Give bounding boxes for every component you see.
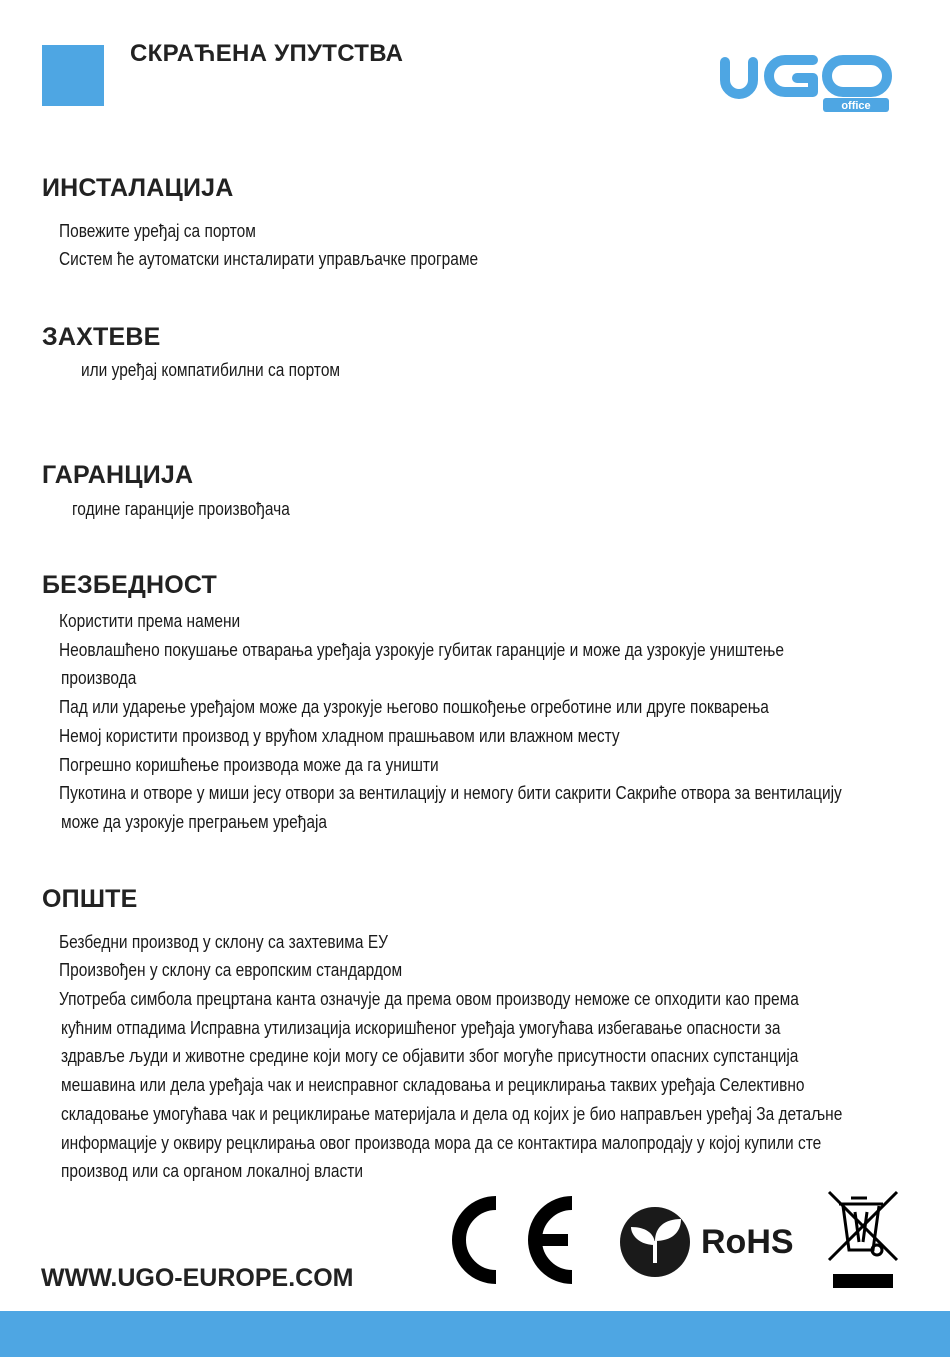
general-line: складовање умогућава чак и рециклирање материјала и дела од којих је био направљен уређај За детаљне [61, 1104, 843, 1124]
installation-line: Систем ће аутоматски инсталирати управљачке програме [59, 249, 479, 269]
brand-square [42, 45, 104, 106]
safety-line: Пукотина и отворе у миши јесу отвори за вентилацију и немогу бити сакрити Сакриће отвора за вентилацију [59, 783, 842, 803]
website-url: WWW.UGO-EUROPE.COM [41, 1264, 354, 1292]
requirements-line: или уређај компатибилни са портом [81, 360, 341, 380]
general-line: здравље људи и животне средине који могу се објавити због могуће присутности опасних супстанција [61, 1046, 799, 1066]
general-line: Безбедни производ у склону са захтевима ЕУ [59, 932, 389, 952]
ce-mark-icon [448, 1195, 576, 1285]
general-line: мешавина или дела уређаја чак и неисправног складовања и рециклирања таквих уређаја Селективно [61, 1075, 805, 1095]
general-line: информације у оквиру рецклирања овог производа мора да се контактира малопродају у којој купили сте [61, 1133, 822, 1153]
safety-line: Пад или ударење уређајом може да узрокује његово пошкођење огреботине или друге покварења [59, 697, 769, 717]
safety-line: производа [61, 668, 137, 688]
safety-line: може да узрокује преграњем уређаја [61, 812, 328, 832]
installation-line: Повежите уређај са портом [59, 221, 256, 241]
general-line: кућним отпадима Исправна утилизација искоришћеног уређаја умогућава избегавање опасности за [61, 1018, 781, 1038]
footer-accent-bar [0, 1311, 950, 1357]
section-heading-requirements: ЗАХТЕВЕ [42, 323, 161, 351]
section-heading-safety: БЕЗБЕДНОСТ [42, 571, 217, 599]
ugo-office-logo [717, 50, 895, 116]
safety-line: Немој користити производ у врућом хладном прашњавом или влажном месту [59, 726, 620, 746]
general-line: Употреба симбола прецртана канта означује да према овом производу неможе се опходити као према [59, 989, 799, 1009]
safety-line: Користити према намени [59, 611, 241, 631]
svg-text:RoHS: RoHS [701, 1223, 794, 1261]
safety-line: Неовлашћено покушање отварања уређаја узрокује губитак гаранције и може да узрокује уништење [59, 640, 784, 660]
warranty-line: године гаранције произвођача [72, 499, 290, 519]
section-heading-general: ОПШТЕ [42, 885, 138, 913]
safety-line: Погрешно коришћење производа може да га уништи [59, 755, 439, 775]
page-title: СКРАЋЕНА УПУТСТВА [130, 40, 404, 67]
section-heading-installation: ИНСТАЛАЦИЈА [42, 174, 234, 202]
crossed-bin-icon [825, 1188, 900, 1292]
svg-text:office: office [841, 100, 871, 112]
general-line: Произвођен у склону са европским стандардом [59, 960, 403, 980]
rohs-icon [619, 1205, 799, 1279]
section-heading-warranty: ГАРАНЦИЈА [42, 461, 194, 489]
general-line: производ или са органом локалној власти [61, 1161, 363, 1181]
